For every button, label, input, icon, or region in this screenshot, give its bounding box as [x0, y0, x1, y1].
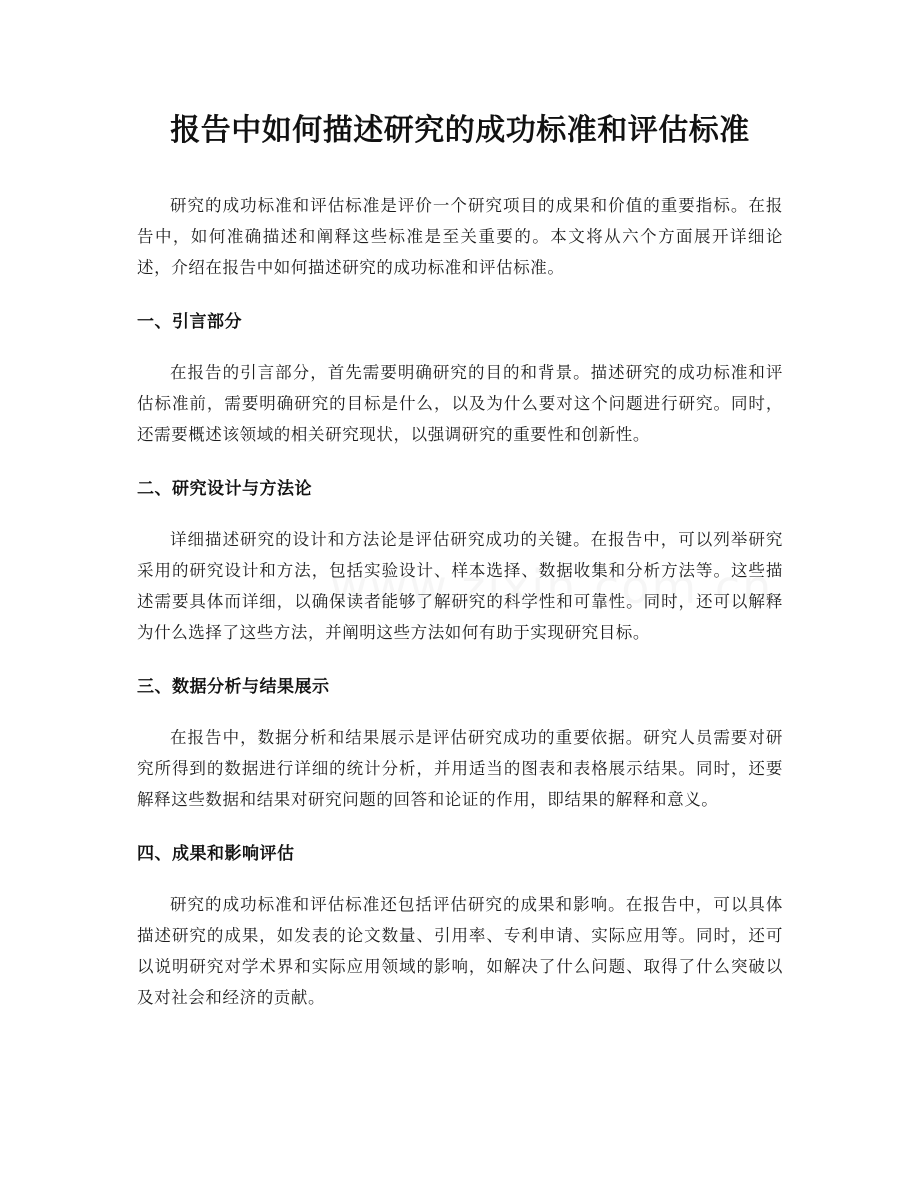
section-heading: 一、引言部分: [137, 312, 242, 332]
section-heading: 二、研究设计与方法论: [137, 479, 312, 499]
section-paragraph: 在报告的引言部分，首先需要明确研究的目的和背景。描述研究的成功标准和评估标准前，需要明确研究的目标是什么，以及为什么要对这个问题进行研究。同时，还需要概述该领域的相关研究现状，以强调研究的重要性和创新性。: [137, 363, 783, 444]
section-3: [137, 674, 783, 815]
intro-paragraph: 研究的成功标准和评估标准是评价一个研究项目的成果和价值的重要指标。在报告中，如何准确描述和阐释这些标准是至关重要的。本文将从六个方面展开详细论述，介绍在报告中如何描述研究的成功标准和评估标准。: [137, 196, 783, 277]
section-2: [137, 476, 783, 648]
section-heading: 四、成果和影响评估: [137, 844, 295, 864]
section-1: [137, 309, 783, 450]
section-paragraph: 详细描述研究的设计和方法论是评估研究成功的关键。在报告中，可以列举研究采用的研究设计和方法，包括实验设计、样本选择、数据收集和分析方法等。这些描述需要具体而详细，以确保读者能够了解研究的科学性和可靠性。同时，还可以解释为什么选择了这些方法，并阐明这些方法如何有助于实现研究目标。: [137, 530, 783, 642]
section-heading: 三、数据分析与结果展示: [137, 677, 330, 697]
section-paragraph: 在报告中，数据分析和结果展示是评估研究成功的重要依据。研究人员需要对研究所得到的数据进行详细的统计分析，并用适当的图表和表格展示结果。同时，还要解释这些数据和结果对研究问题的回答和论证的作用，即结果的解释和意义。: [137, 728, 783, 809]
document-title: 报告中如何描述研究的成功标准和评估标准: [170, 113, 750, 148]
section-paragraph: 研究的成功标准和评估标准还包括评估研究的成果和影响。在报告中，可以具体描述研究的成果，如发表的论文数量、引用率、专利申请、实际应用等。同时，还可以说明研究对学术界和实际应用领域的影响，如解决了什么问题、取得了什么突破以及对社会和经济的贡献。: [137, 895, 783, 1007]
section-4: [137, 841, 783, 1013]
